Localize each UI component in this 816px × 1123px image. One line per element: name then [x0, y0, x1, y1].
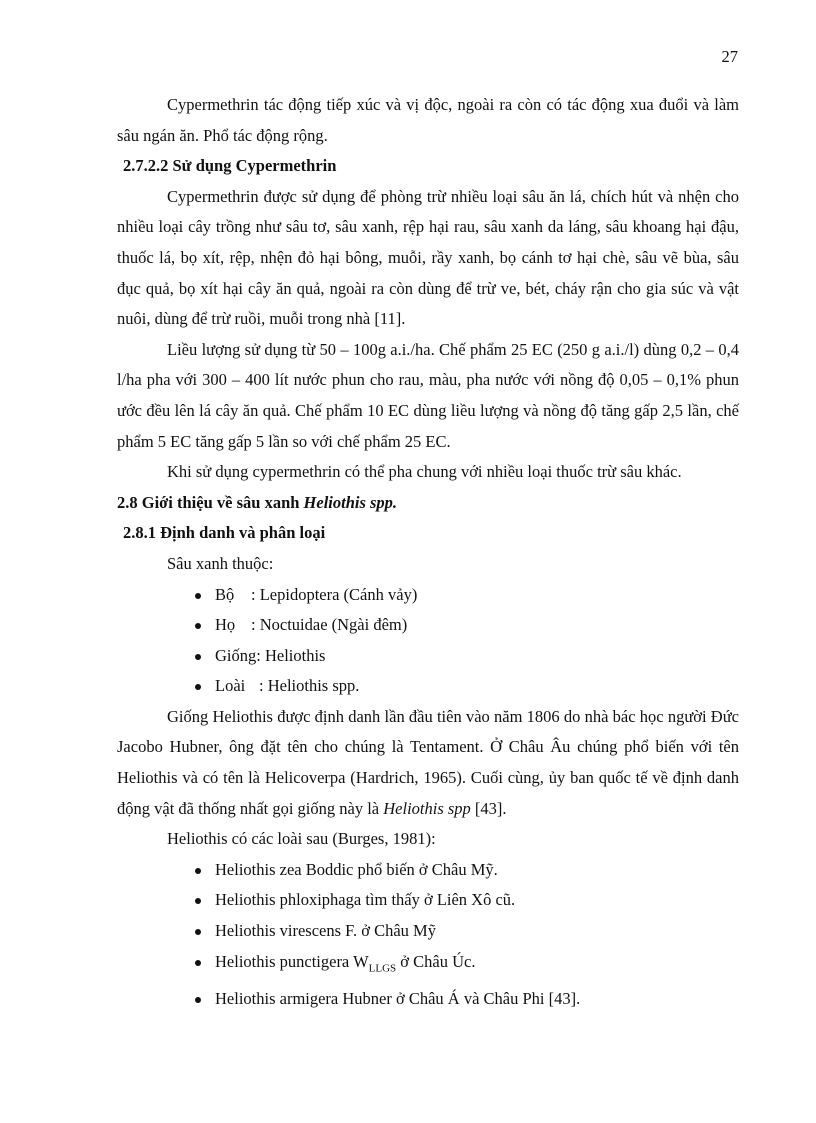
species-item: Heliothis zea Boddic phổ biến ở Châu Mỹ. — [191, 855, 739, 886]
heading-2-8-italic: Heliothis spp. — [303, 492, 398, 512]
paragraph-belongs: Sâu xanh thuộc: — [167, 553, 274, 573]
species-punctigera-text: Heliothis punctigera W — [215, 951, 369, 971]
species-list — [117, 855, 739, 1014]
taxonomy-label: Loài — [215, 676, 246, 696]
taxonomy-item-family — [191, 610, 739, 641]
document-body — [117, 90, 739, 1014]
species-punctigera-subscript: LLGS — [368, 961, 397, 974]
heading-2-8-1: 2.8.1 Định danh và phân loại — [123, 523, 326, 543]
paragraph-cypermethrin-action: Cypermethrin tác động tiếp xúc và vị độc, ngoài ra còn có tác động xua đuổi và làm sâu ngán ăn. Phổ tác động rộng. — [117, 95, 739, 145]
paragraph-dosage: Liều lượng sử dụng từ 50 – 100g a.i./ha. Chế phẩm 25 EC (250 g a.i./l) dùng 0,2 – 0,4 l/ha pha với 300 – 400 lít nước phun cho rau, màu, pha nước với nồng độ 0,05 – 0,1% phun ước đều lên lá cây ăn quả. Chế phẩm 10 EC dùng liều lượng và nồng độ tăng gấp 2,5 lần, chế phẩm 5 EC tăng gấp 5 lần so với chế phẩm 25 EC. — [117, 339, 739, 451]
taxonomy-label: Giống: — [215, 645, 261, 665]
genus-history-ref: [43]. — [470, 798, 507, 818]
heading-2-7-2-2: 2.7.2.2 Sử dụng Cypermethrin — [123, 156, 337, 176]
taxonomy-value: : Lepidoptera (Cánh vảy) — [251, 584, 418, 604]
genus-history-italic: Heliothis spp — [383, 798, 471, 818]
species-punctigera-suffix: ở Châu Úc. — [396, 951, 476, 971]
paragraph-mixing: Khi sử dụng cypermethrin có thể pha chung với nhiều loại thuốc trừ sâu khác. — [167, 462, 682, 482]
taxonomy-value: : Heliothis spp. — [259, 676, 360, 696]
heading-2-8 — [117, 488, 739, 519]
species-item: Heliothis armigera Hubner ở Châu Á và Châu Phi [43]. — [191, 984, 739, 1015]
taxonomy-item-species — [191, 671, 739, 702]
species-item — [191, 947, 739, 984]
taxonomy-label: Bộ — [215, 584, 235, 604]
species-item: Heliothis virescens F. ở Châu Mỹ — [191, 916, 739, 947]
taxonomy-item-order — [191, 580, 739, 611]
heading-2-8-text: 2.8 Giới thiệu về sâu xanh — [117, 492, 304, 512]
taxonomy-value: Heliothis — [260, 645, 326, 665]
taxonomy-list — [117, 580, 739, 702]
taxonomy-item-genus — [191, 641, 739, 672]
genus-history-text: Giống Heliothis được định danh lần đầu tiên vào năm 1806 do nhà bác học người Đức Jacobo Hubner, ông đặt tên cho chúng là Tentament. Ở Châu Âu chúng phổ biến với tên Heliothis và có tên là Helicoverpa (Hardrich, 1965). Cuối cùng, ủy ban quốc tế về định danh động vật đã thống nhất gọi giống này là — [117, 706, 739, 818]
taxonomy-label: Họ — [215, 615, 236, 635]
page-number: 27 — [721, 47, 738, 66]
paragraph-cypermethrin-use: Cypermethrin được sử dụng để phòng trừ nhiều loại sâu ăn lá, chích hút và nhện cho nhiều loại cây trồng như sâu tơ, sâu xanh, rệp hại rau, sâu xanh da láng, sâu khoang hại đậu, thuốc lá, bọ xít, rệp, nhện đỏ hại bông, muỗi, rầy xanh, bọ cánh tơ hại chè, sâu vẽ bùa, sâu đục quả, bọ xít hại cây ăn quả, ngoài ra còn dùng để trừ ve, bét, cháy rận cho gia súc và vật nuôi, dùng để trừ ruồi, muỗi trong nhà [11]. — [117, 186, 739, 329]
paragraph-genus-history — [117, 702, 739, 824]
taxonomy-value: : Noctuidae (Ngài đêm) — [251, 615, 408, 635]
paragraph-species-intro: Heliothis có các loài sau (Burges, 1981): — [167, 829, 436, 849]
species-item: Heliothis phloxiphaga tìm thấy ở Liên Xô cũ. — [191, 885, 739, 916]
